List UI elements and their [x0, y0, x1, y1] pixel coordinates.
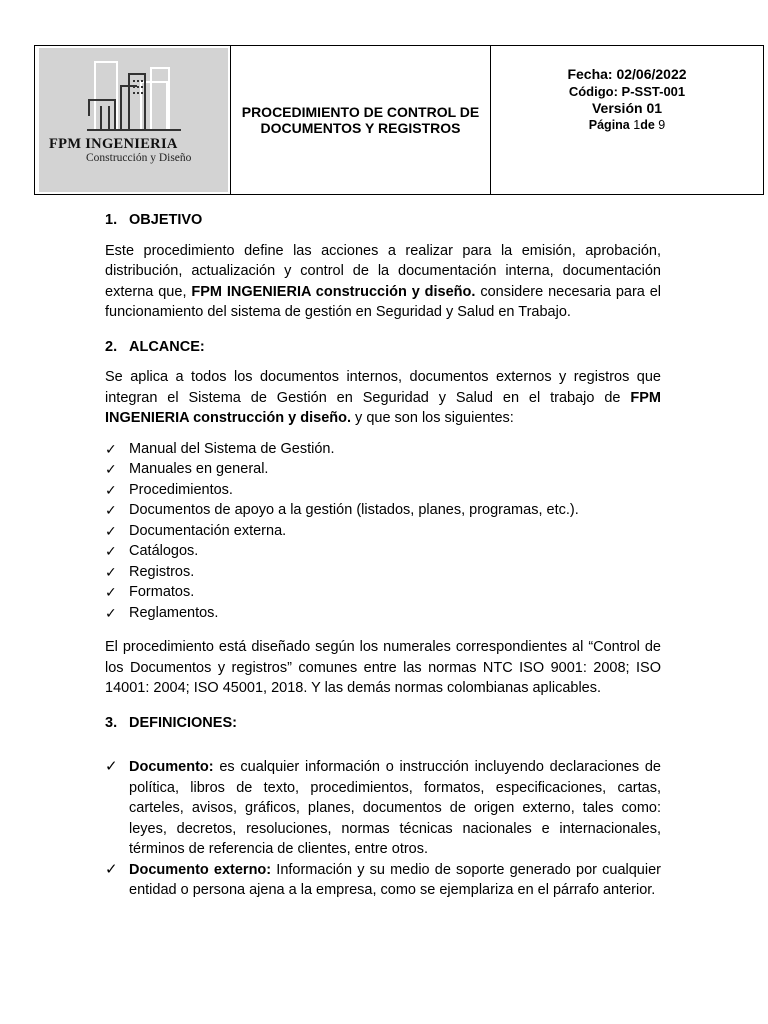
definiciones-list: [105, 757, 661, 901]
list-item: ✓ Catálogos.: [105, 541, 661, 562]
list-item: ✓ Documentación externa.: [105, 521, 661, 542]
list-item: ✓ Reglamentos.: [105, 603, 661, 624]
list-item: ✓ Registros.: [105, 562, 661, 583]
check-icon: ✓: [105, 440, 117, 457]
company-name-bold: FPM INGENIERIA construcción y diseño.: [105, 389, 661, 426]
check-icon: ✓: [105, 563, 117, 580]
meta-version: Versión 01: [591, 100, 663, 116]
check-icon: ✓: [105, 481, 117, 498]
pagina-total: 9: [658, 118, 666, 132]
alcance-list: [105, 439, 661, 624]
definition-term: Documento externo:: [129, 861, 272, 878]
definition-term: Documento:: [129, 759, 214, 775]
document-body: [105, 210, 661, 901]
section-heading-definiciones: 3. DEFINICIONES:: [105, 714, 237, 731]
logo-cell: [35, 46, 231, 194]
section-heading-alcance: 2. ALCANCE:: [105, 338, 205, 355]
check-icon: ✓: [105, 758, 118, 775]
pagina-num: 1: [633, 118, 641, 132]
list-item: ✓ Manual del Sistema de Gestión.: [105, 439, 661, 460]
definition-text: Información y su medio de soporte generado por cualquier entidad o persona ajena a la empresa, como se ejemplariza en el párrafo anterior.: [129, 861, 661, 898]
pagina-de: de: [640, 118, 655, 132]
definition-text: es cualquier información o instrucción incluyendo declaraciones de política, libros de texto, procedimientos, formatos, especificaciones, cartas, carteles, avisos, gráficos, planes, documentos de origen externo, tales como: leyes, decretos, resoluciones, normas técnicas nacionales e internacionales, términos de referencia de clientes, entre otros.: [129, 759, 661, 857]
check-icon: ✓: [105, 502, 117, 518]
check-icon: ✓: [105, 584, 117, 600]
list-item: ✓ Manuales en general.: [105, 459, 661, 480]
meta-pagina: [491, 117, 763, 134]
list-item: ✓ Documentos de apoyo a la gestión (listados, planes, programas, etc.).: [105, 500, 661, 521]
alcance-paragraph: Se aplica a todos los documentos internos, documentos externos y registros que integran el Sistema de Gestión en Seguridad y Salud en el trabajo de FPM INGENIERIA construcción y diseño. y que son los siguientes:: [105, 369, 661, 426]
document-header: [34, 45, 764, 195]
section-heading-objetivo: 1. OBJETIVO: [105, 212, 203, 228]
list-item: ✓ Procedimientos.: [105, 480, 661, 501]
meta-codigo: Código: P-SST-001: [568, 84, 686, 99]
check-icon: ✓: [105, 461, 117, 477]
check-icon: ✓: [105, 522, 117, 539]
pagina-label: Página: [588, 118, 630, 132]
logo-name: FPM INGENIERIA: [49, 136, 178, 152]
definition-item: [105, 757, 661, 860]
buildings-logo-icon: [87, 60, 187, 134]
definition-item: [105, 860, 661, 901]
alcance-closing-paragraph: El procedimiento está diseñado según los numerales correspondientes al “Control de los Documentos y registros” comunes entre las normas NTC ISO 9001: 2008; ISO 14001: 2004; ISO 45001, 2018. Y las demás normas colombianas aplicables.: [105, 639, 661, 696]
check-icon: ✓: [105, 543, 117, 559]
logo-tagline: Construcción y Diseño: [86, 152, 192, 164]
check-icon: ✓: [105, 604, 117, 621]
document-meta: [491, 46, 763, 194]
company-name-bold: FPM INGENIERIA construcción y diseño.: [191, 283, 476, 300]
document-title-text: PROCEDIMIENTO DE CONTROL DE DOCUMENTOS Y REGISTROS: [241, 104, 480, 136]
objetivo-paragraph: Este procedimiento define las acciones a realizar para la emisión, aprobación, distribución, actualización y control de la documentación interna, documentación externa que, FPM INGENIERIA construcción y diseño. considere necesaria para el funcionamiento del sistema de gestión en Seguridad y Salud en Trabajo.: [105, 242, 662, 320]
list-item: ✓ Formatos.: [105, 582, 661, 603]
check-icon: ✓: [105, 860, 118, 878]
document-title: [231, 46, 491, 194]
meta-fecha: Fecha: 02/06/2022: [567, 66, 687, 82]
